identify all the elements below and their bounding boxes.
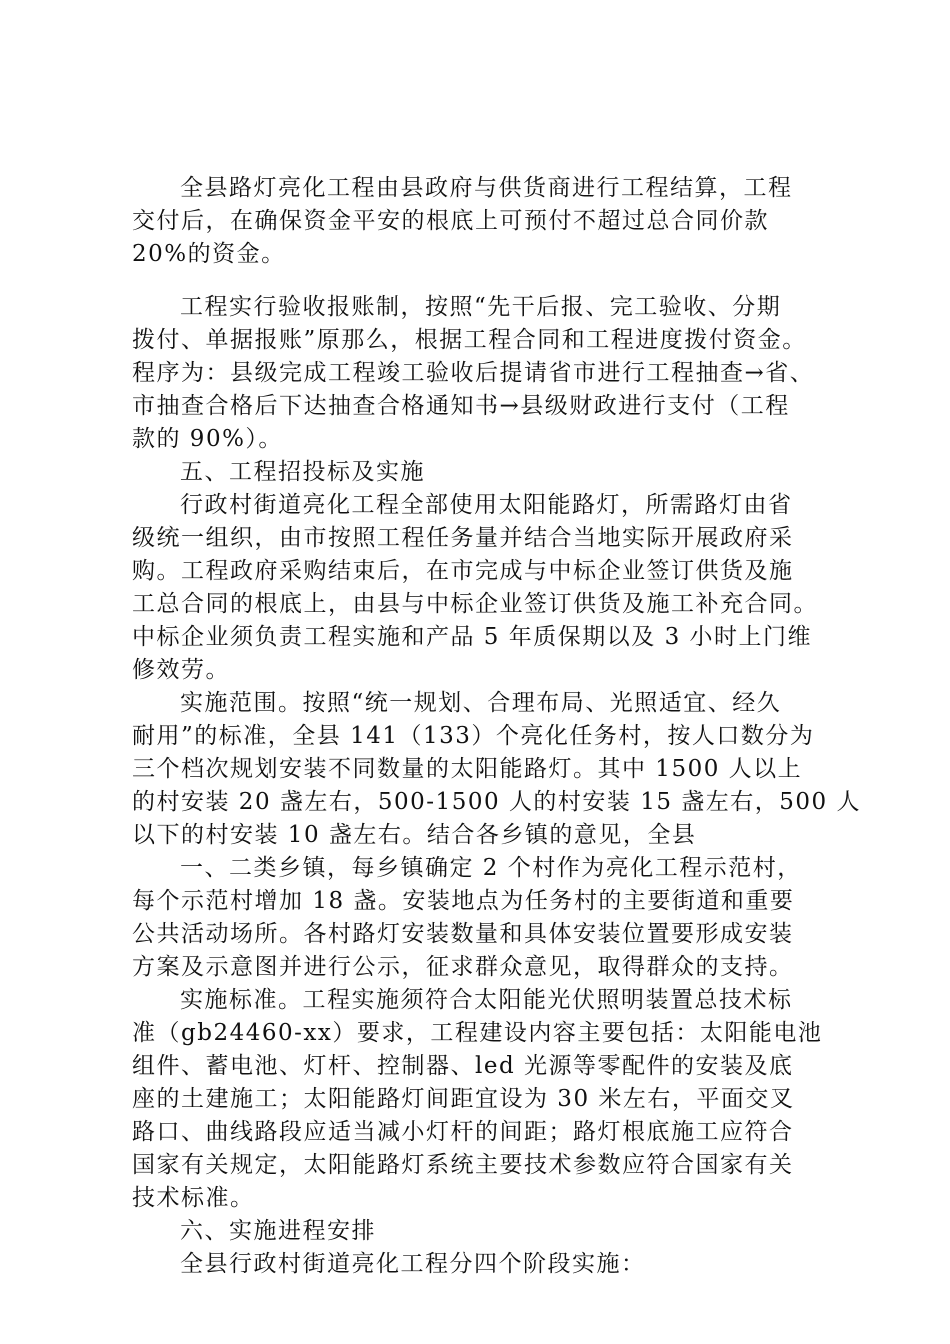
text-line: 交付后，在确保资金平安的根底上可预付不超过总合同价款: [132, 208, 769, 234]
text-line: 修效劳。: [132, 657, 230, 683]
text-line: 全县路灯亮化工程由县政府与供货商进行工程结算，工程: [180, 175, 793, 201]
text-line: 工总合同的根底上，由县与中标企业签订供货及施工补充合同。: [132, 591, 818, 617]
text-line: 准（gb24460-xx）要求，工程建设内容主要包括：太阳能电池: [132, 1020, 823, 1046]
text-line: 款的 90%）。: [132, 426, 283, 452]
section-heading: 六、实施进程安排: [180, 1218, 376, 1244]
text-line: 每个示范村增加 18 盏。安装地点为任务村的主要街道和重要: [132, 888, 795, 914]
text-line: 耐用”的标准，全县 141（133）个亮化任务村，按人口数分为: [132, 723, 815, 749]
section-heading: 五、工程招投标及实施: [180, 459, 425, 485]
text-line: 工程实行验收报账制，按照“先干后报、完工验收、分期: [180, 294, 782, 320]
text-line: 实施范围。按照“统一规划、合理布局、光照适宜、经久: [180, 690, 782, 716]
text-line: 组件、蓄电池、灯杆、控制器、led 光源等零配件的安装及底: [132, 1053, 794, 1079]
text-line: 行政村街道亮化工程全部使用太阳能路灯，所需路灯由省: [180, 492, 793, 518]
text-line: 的村安装 20 盏左右，500-1500 人的村安装 15 盏左右，500 人: [132, 789, 862, 815]
text-line: 公共活动场所。各村路灯安装数量和具体安装位置要形成安装: [132, 921, 794, 947]
text-line: 全县行政村街道亮化工程分四个阶段实施：: [180, 1251, 646, 1277]
text-line: 市抽查合格后下达抽查合格通知书→县级财政进行支付（工程: [132, 393, 790, 419]
text-line: 中标企业须负责工程实施和产品 5 年质保期以及 3 小时上门维: [132, 624, 813, 650]
text-line: 方案及示意图并进行公示，征求群众意见，取得群众的支持。: [132, 954, 794, 980]
text-line: 座的土建施工；太阳能路灯间距宜设为 30 米左右，平面交叉: [132, 1086, 795, 1112]
text-line: 一、二类乡镇，每乡镇确定 2 个村作为亮化工程示范村，: [180, 855, 802, 881]
text-line: 拨付、单据报账”原那么，根据工程合同和工程进度拨付资金。: [132, 327, 807, 353]
text-line: 购。工程政府采购结束后，在市完成与中标企业签订供货及施: [132, 558, 794, 584]
text-line: 程序为：县级完成工程竣工验收后提请省市进行工程抽查→省、: [132, 360, 815, 386]
text-line: 级统一组织，由市按照工程任务量并结合当地实际开展政府采: [132, 525, 794, 551]
text-line: 20%的资金。: [132, 241, 286, 267]
text-line: 实施标准。工程实施须符合太阳能光伏照明装置总技术标: [180, 987, 793, 1013]
text-line: 以下的村安装 10 盏左右。结合各乡镇的意见，全县: [132, 822, 697, 848]
text-line: 三个档次规划安装不同数量的太阳能路灯。其中 1500 人以上: [132, 756, 803, 782]
text-line: 技术标准。: [132, 1185, 255, 1211]
text-line: 国家有关规定，太阳能路灯系统主要技术参数应符合国家有关: [132, 1152, 794, 1178]
text-line: 路口、曲线路段应适当减小灯杆的间距；路灯根底施工应符合: [132, 1119, 794, 1145]
